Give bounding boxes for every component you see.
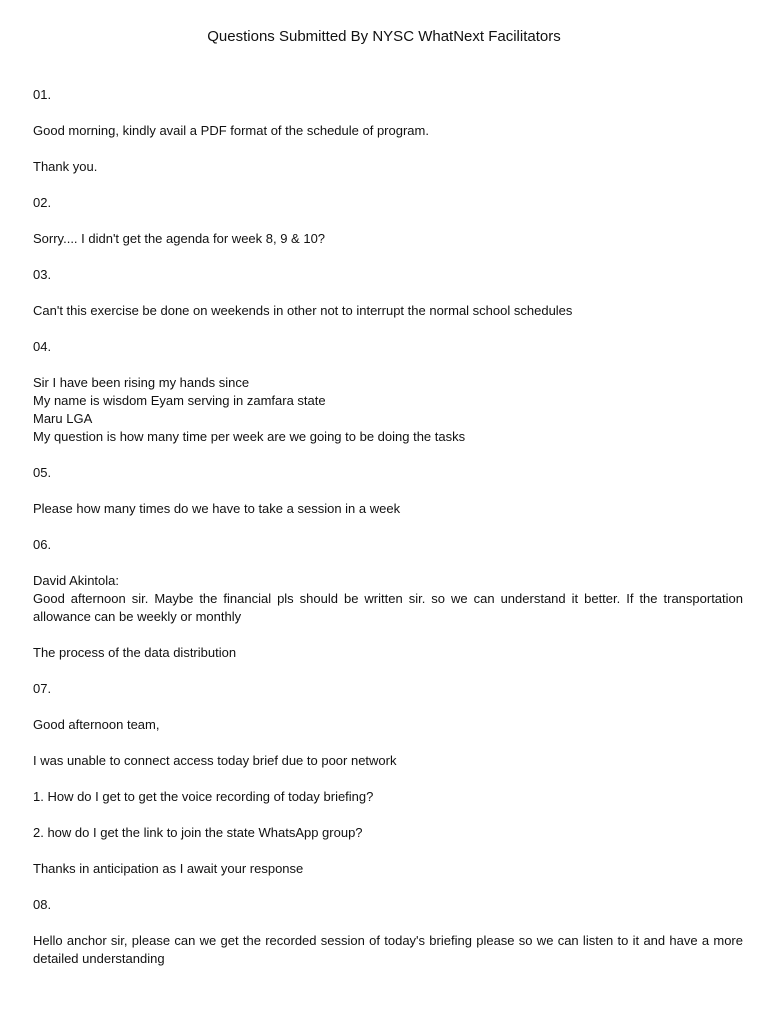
question-number: 06. [33, 537, 52, 552]
question-number: 05. [33, 465, 52, 480]
question-number: 01. [33, 87, 52, 102]
question-text: Hello anchor sir, please can we get the recorded session of today's briefing please so we can listen to it and have a more detailed understanding [33, 933, 743, 966]
question-text: My question is how many time per week are we going to be doing the tasks [33, 429, 466, 444]
question-text: Sir I have been rising my hands since [33, 375, 250, 390]
question-text: Good morning, kindly avail a PDF format of the schedule of program. [33, 123, 429, 138]
question-text: Can't this exercise be done on weekends in other not to interrupt the normal school schedules [33, 303, 573, 318]
question-text: The process of the data distribution [33, 645, 237, 660]
question-text: 1. How do I get to get the voice recording of today briefing? [33, 789, 374, 804]
question-text: 2. how do I get the link to join the state WhatsApp group? [33, 825, 363, 840]
document-title: Questions Submitted By NYSC WhatNext Facilitators [207, 28, 561, 45]
question-number: 03. [33, 267, 52, 282]
question-text: Thank you. [33, 159, 98, 174]
question-text: Good afternoon team, [33, 717, 160, 732]
question-number: 07. [33, 681, 52, 696]
question-author: David Akintola: [33, 573, 119, 588]
question-number: 04. [33, 339, 52, 354]
question-text: Please how many times do we have to take a session in a week [33, 501, 401, 516]
question-number: 08. [33, 897, 52, 912]
question-text: Sorry.... I didn't get the agenda for week 8, 9 & 10? [33, 231, 326, 246]
question-text: I was unable to connect access today brief due to poor network [33, 753, 397, 768]
question-text: Maru LGA [33, 411, 93, 426]
question-number: 02. [33, 195, 52, 210]
question-text: My name is wisdom Eyam serving in zamfara state [33, 393, 326, 408]
question-text: Thanks in anticipation as I await your response [33, 861, 304, 876]
question-text: Good afternoon sir. Maybe the financial pls should be written sir. so we can understand it better. If the transportation allowance can be weekly or monthly [33, 591, 743, 624]
document-body [33, 86, 743, 986]
